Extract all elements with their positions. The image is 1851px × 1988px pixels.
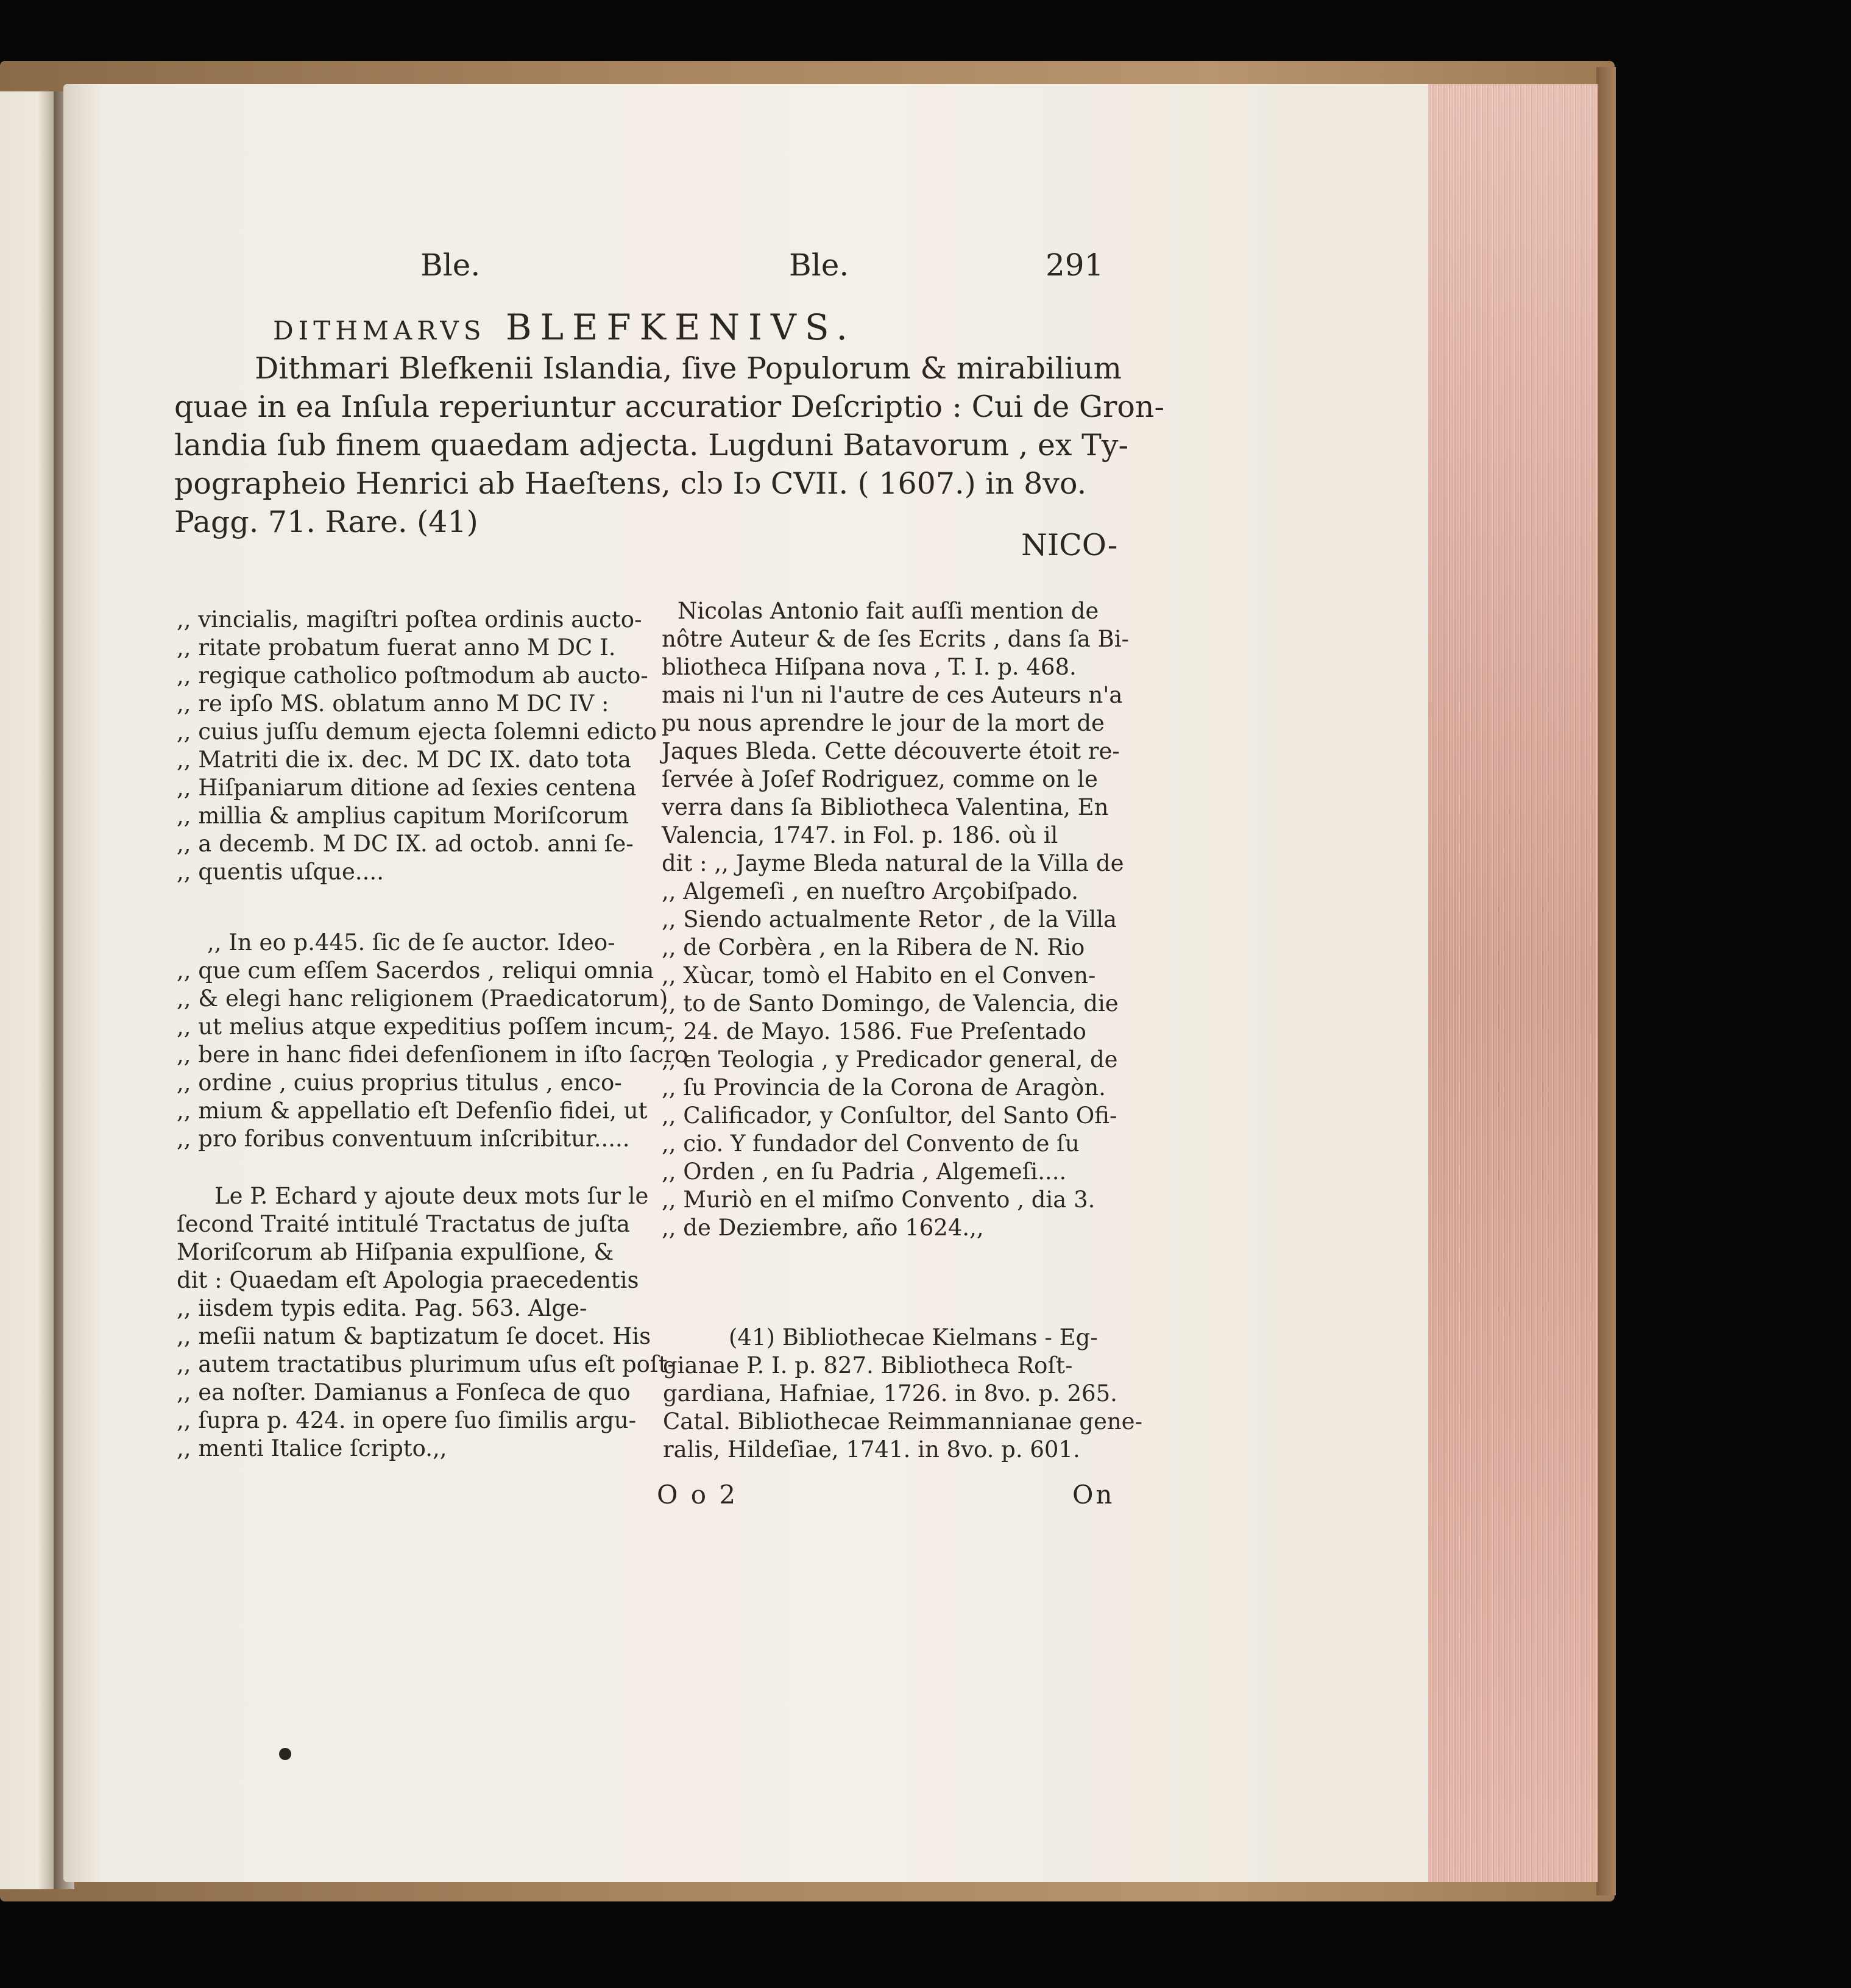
footnote-line: gianae P. I. p. 827. Bibliotheca Roſt- — [663, 1352, 1073, 1379]
left-col-line: ,, vincialis, magiſtri poſtea ordinis aucto- — [177, 606, 642, 633]
right-col-line: ,, Algemeſi , en nueſtro Arçobiſpado. — [662, 878, 1078, 904]
right-col-line: ,, en Teologia , y Predicador general, de — [662, 1046, 1118, 1073]
left-col-line: ,, mium & appellatio eſt Defenſio fidei, ut — [177, 1098, 648, 1124]
right-col-line: nôtre Auteur & de ſes Ecrits , dans ſa Bi- — [662, 626, 1130, 652]
footnote-line: (41) Bibliothecae Kielmans - Eg- — [729, 1324, 1098, 1351]
left-col-line: ,, & elegi hanc religionem (Praedicatorum) — [177, 985, 668, 1012]
left-col-line: ,, a decemb. M DC IX. ad octob. anni ſe- — [177, 831, 634, 857]
right-col-line: Nicolas Antonio fait auſſi mention de — [678, 598, 1099, 624]
right-col-line: bliotheca Hiſpana nova , T. I. p. 468. — [662, 654, 1077, 680]
right-col-line: ,, Xùcar, tomò el Habito en el Conven- — [662, 962, 1096, 989]
signature-mark: O o 2 — [657, 1480, 738, 1510]
footnote-line: gardiana, Hafniae, 1726. in 8vo. p. 265. — [663, 1380, 1117, 1407]
left-col-line: ,, cuius juſſu demum ejecta ſolemni edicto — [177, 719, 657, 745]
running-head-left: Ble. — [420, 247, 481, 283]
page-edges-shade — [1420, 84, 1596, 1882]
entry-line-1: Dithmari Blefkenii Islandia, ſive Populorum & mirabilium — [255, 351, 1122, 386]
right-col-line: dit : ,, Jayme Bleda natural de la Villa de — [662, 850, 1124, 876]
entry-line-2: quae in ea Inſula reperiuntur accuratior Deſcriptio : Cui de Gron- — [174, 389, 1165, 424]
left-col-line: ,, re ipſo MS. oblatum anno M DC IV : — [177, 690, 609, 717]
left-col-line: ,, pro foribus conventuum inſcribitur..... — [177, 1126, 630, 1152]
left-col-line: ſecond Traité intitulé Tractatus de juſta — [177, 1211, 630, 1237]
right-col-line: Valencia, 1747. in Fol. p. 186. où il — [662, 822, 1058, 848]
catchword-bottom: On — [1072, 1480, 1115, 1510]
left-col-line: dit : Quaedam eſt Apologia praecedentis — [177, 1267, 639, 1293]
right-col-line: ,, Orden , en ſu Padria , Algemeſi.... — [662, 1159, 1067, 1185]
left-col-line: ,, millia & amplius capitum Moriſcorum — [177, 803, 629, 829]
right-col-line: ,, de Deziembre, año 1624.,, — [662, 1215, 984, 1241]
left-col-line: ,, bere in hanc fidei defenſionem in iſto ſacro — [177, 1042, 688, 1068]
entry-line-3: landia ſub finem quaedam adjecta. Lugduni Batavorum , ex Ty- — [174, 428, 1129, 463]
left-col-line: ,, regique catholico poſtmodum ab aucto- — [177, 662, 648, 689]
left-col-line: ,, quentis uſque.... — [177, 859, 384, 885]
left-col-line: ,, meſii natum & baptizatum ſe docet. His — [177, 1323, 651, 1349]
left-col-line: ,, ritate probatum fuerat anno M DC I. — [177, 634, 616, 661]
left-col-line: ,, ut melius atque expeditius poſſem incum- — [177, 1014, 673, 1040]
left-col-line: ,, iisdem typis edita. Pag. 563. Alge- — [177, 1295, 587, 1321]
running-head-center: Ble. — [789, 247, 849, 283]
left-col-line: ,, ſupra p. 424. in opere ſuo ſimilis argu- — [177, 1407, 637, 1433]
right-col-line: verra dans ſa Bibliotheca Valentina, En — [662, 794, 1109, 820]
right-col-line: Jaques Bleda. Cette découverte étoit re- — [662, 738, 1120, 764]
left-col-line: ,, autem tractatibus plurimum uſus eſt poſt- — [177, 1351, 675, 1377]
right-col-line: ,, Calificador, y Conſultor, del Santo Ofi- — [662, 1102, 1117, 1129]
left-col-line: ,, menti Italice ſcripto.,, — [177, 1435, 447, 1461]
right-col-line: ,, 24. de Mayo. 1586. Fue Preſentado — [662, 1018, 1086, 1045]
right-col-line: ſervée à Joſef Rodriguez, comme on le — [662, 766, 1098, 792]
left-col-line: ,, Hiſpaniarum ditione ad ſexies centena — [177, 775, 637, 801]
left-page-edge — [0, 91, 54, 1889]
right-col-line: pu nous aprendre le jour de la mort de — [662, 710, 1105, 736]
left-col-line: Moriſcorum ab Hiſpania expulſione, & — [177, 1239, 614, 1265]
left-col-line: ,, ea noſter. Damianus a Fonſeca de quo — [177, 1379, 631, 1405]
entry-line-4: pographeio Henrici ab Haeſtens, clↄ Iↄ CVII. ( 1607.) in 8vo. — [174, 466, 1087, 501]
right-col-line: ,, de Corbèra , en la Ribera de N. Rio — [662, 934, 1085, 960]
title-last-name: BLEFKENIVS. — [505, 307, 856, 348]
footnote-line: Catal. Bibliothecae Reimmannianae gene- — [663, 1408, 1143, 1435]
right-col-line: ,, Siendo actualmente Retor , de la Villa — [662, 906, 1117, 932]
cover-edge-right — [1596, 67, 1616, 1895]
entry-line-5: Pagg. 71. Rare. (41) — [174, 505, 478, 539]
left-col-line: ,, ordine , cuius proprius titulus , enco- — [177, 1070, 622, 1096]
left-col-line: ,, Matriti die ix. dec. M DC IX. dato tota — [177, 747, 631, 773]
title-first-name: DITHMARVS — [273, 316, 486, 346]
left-col-line: Le P. Echard y ajoute deux mots ſur le — [214, 1183, 649, 1209]
left-col-line: ,, que cum eſſem Sacerdos , reliqui omnia — [177, 957, 654, 984]
left-col-line: ,, In eo p.445. ſic de ſe auctor. Ideo- — [207, 929, 615, 956]
page-number: 291 — [1046, 247, 1104, 283]
footnote-line: ralis, Hildeſiae, 1741. in 8vo. p. 601. — [663, 1436, 1080, 1463]
right-col-line: mais ni l'un ni l'autre de ces Auteurs n'a — [662, 682, 1123, 708]
catchword-top: NICO- — [1021, 528, 1118, 563]
right-col-line: ,, Muriò en el miſmo Convento , dia 3. — [662, 1187, 1095, 1213]
entry-title — [273, 307, 856, 348]
ink-spot — [279, 1748, 291, 1760]
right-col-line: ,, cio. Y fundador del Convento de ſu — [662, 1131, 1080, 1157]
right-col-line: ,, to de Santo Domingo, de Valencia, die — [662, 990, 1119, 1017]
right-col-line: ,, ſu Provincia de la Corona de Aragòn. — [662, 1074, 1106, 1101]
